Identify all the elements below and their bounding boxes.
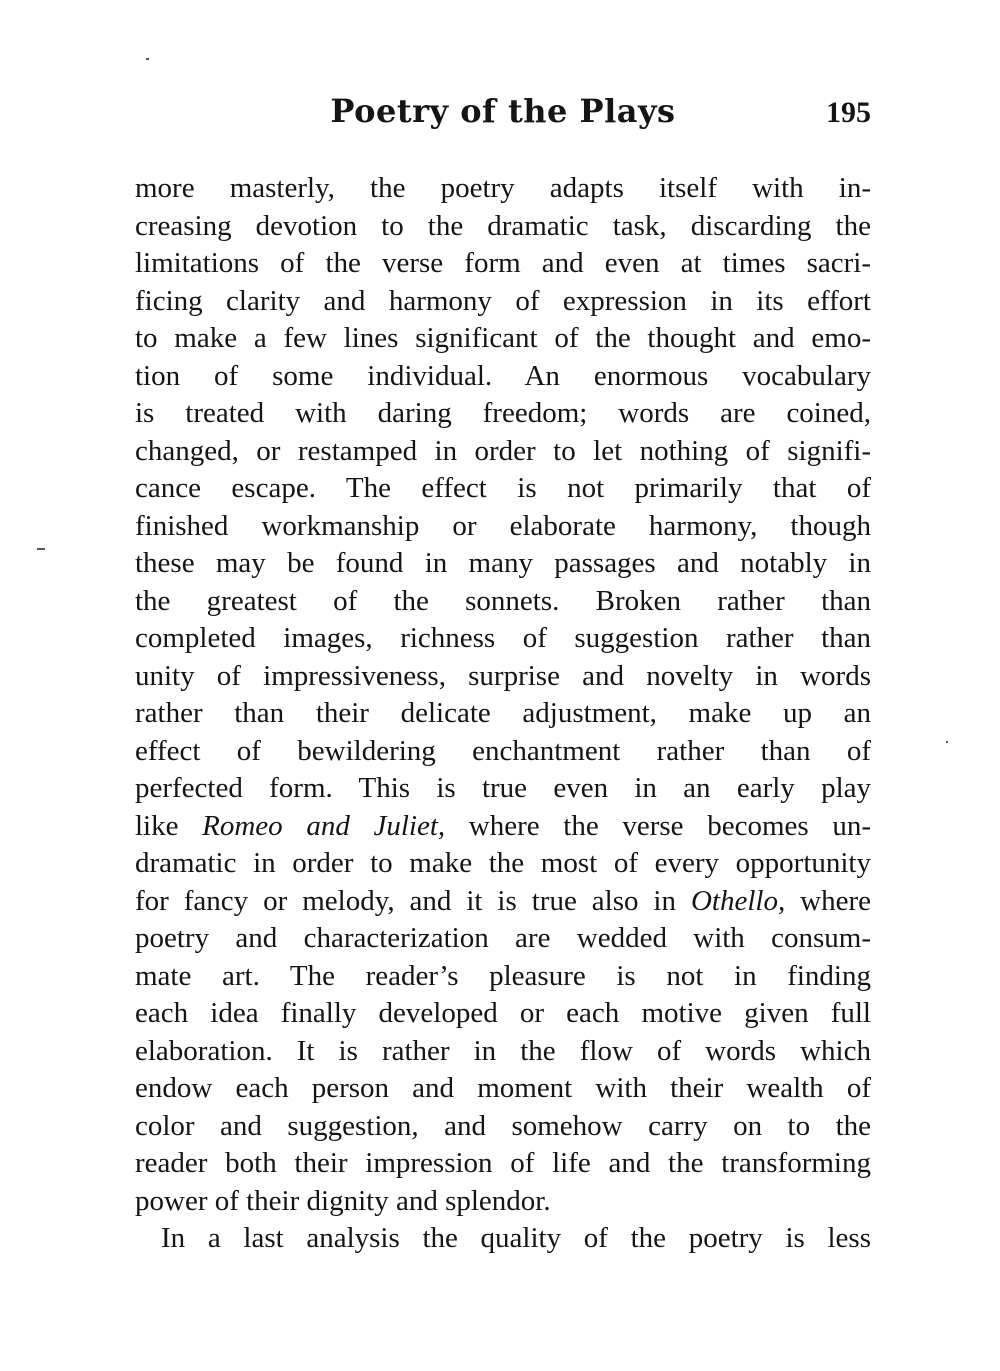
text-line: changed, or restamped in order to let nothing of signifi-	[135, 434, 871, 467]
text-line: dramatic in order to make the most of every opportunity	[135, 847, 871, 879]
text-line: completed images, richness of suggestion rather than	[135, 622, 871, 654]
play-title-romeo-and-juliet: Romeo and Juliet,	[202, 809, 446, 842]
text-line: elaboration. It is rather in the flow of words which	[135, 1034, 871, 1067]
scan-speck	[37, 548, 45, 550]
text-line-with-title	[135, 883, 871, 921]
text-line: reader both their impression of life and the transforming	[135, 1147, 871, 1179]
scan-speck	[146, 58, 149, 60]
text-line: endow each person and moment with their wealth of	[135, 1072, 871, 1104]
text-line: ficing clarity and harmony of expression in its effort	[135, 284, 871, 317]
paragraph-2	[135, 1220, 871, 1258]
text-line: poetry and characterization are wedded with consum-	[135, 922, 871, 954]
text-line: rather than their delicate adjustment, make up an	[135, 697, 871, 729]
line-text: where the verse becomes un-	[445, 809, 871, 842]
text-line: the greatest of the sonnets. Broken rather than	[135, 584, 871, 617]
text-line: cance escape. The effect is not primarily that of	[135, 472, 871, 504]
text-line: these may be found in many passages and notably in	[135, 547, 871, 579]
scan-speck	[946, 741, 948, 743]
line-text: like	[135, 809, 203, 842]
body-text	[135, 170, 871, 1258]
text-line: mate art. The reader’s pleasure is not in finding	[135, 959, 871, 992]
text-line: effect of bewildering enchantment rather than of	[135, 734, 871, 767]
line-text: for fancy or melody, and it is true also in	[135, 884, 691, 917]
text-line: limitations of the verse form and even at times sacri-	[135, 247, 871, 279]
line-text: where	[785, 884, 871, 917]
page-header	[135, 92, 871, 142]
text-line-with-title	[135, 808, 871, 846]
text-line: more masterly, the poetry adapts itself with in-	[135, 172, 871, 204]
text-line: tion of some individual. An enormous vocabulary	[135, 359, 871, 392]
text-line: In a last analysis the quality of the poetry is less	[161, 1222, 871, 1254]
running-head: Poetry of the Plays	[330, 92, 676, 130]
paragraph-1	[135, 170, 871, 1220]
page-number: 195	[826, 96, 871, 129]
text-line: to make a few lines significant of the thought and emo-	[135, 322, 871, 354]
text-line: perfected form. This is true even in an early play	[135, 772, 871, 804]
text-line: creasing devotion to the dramatic task, discarding the	[135, 209, 871, 242]
text-line: color and suggestion, and somehow carry on to the	[135, 1109, 871, 1142]
text-line: is treated with daring freedom; words are coined,	[135, 397, 871, 429]
text-line: finished workmanship or elaborate harmony, though	[135, 509, 871, 542]
text-line: each idea finally developed or each motive given full	[135, 997, 871, 1029]
play-title-othello: Othello,	[690, 884, 786, 917]
text-line: unity of impressiveness, surprise and novelty in words	[135, 659, 871, 692]
text-line: power of their dignity and splendor.	[135, 1184, 551, 1217]
